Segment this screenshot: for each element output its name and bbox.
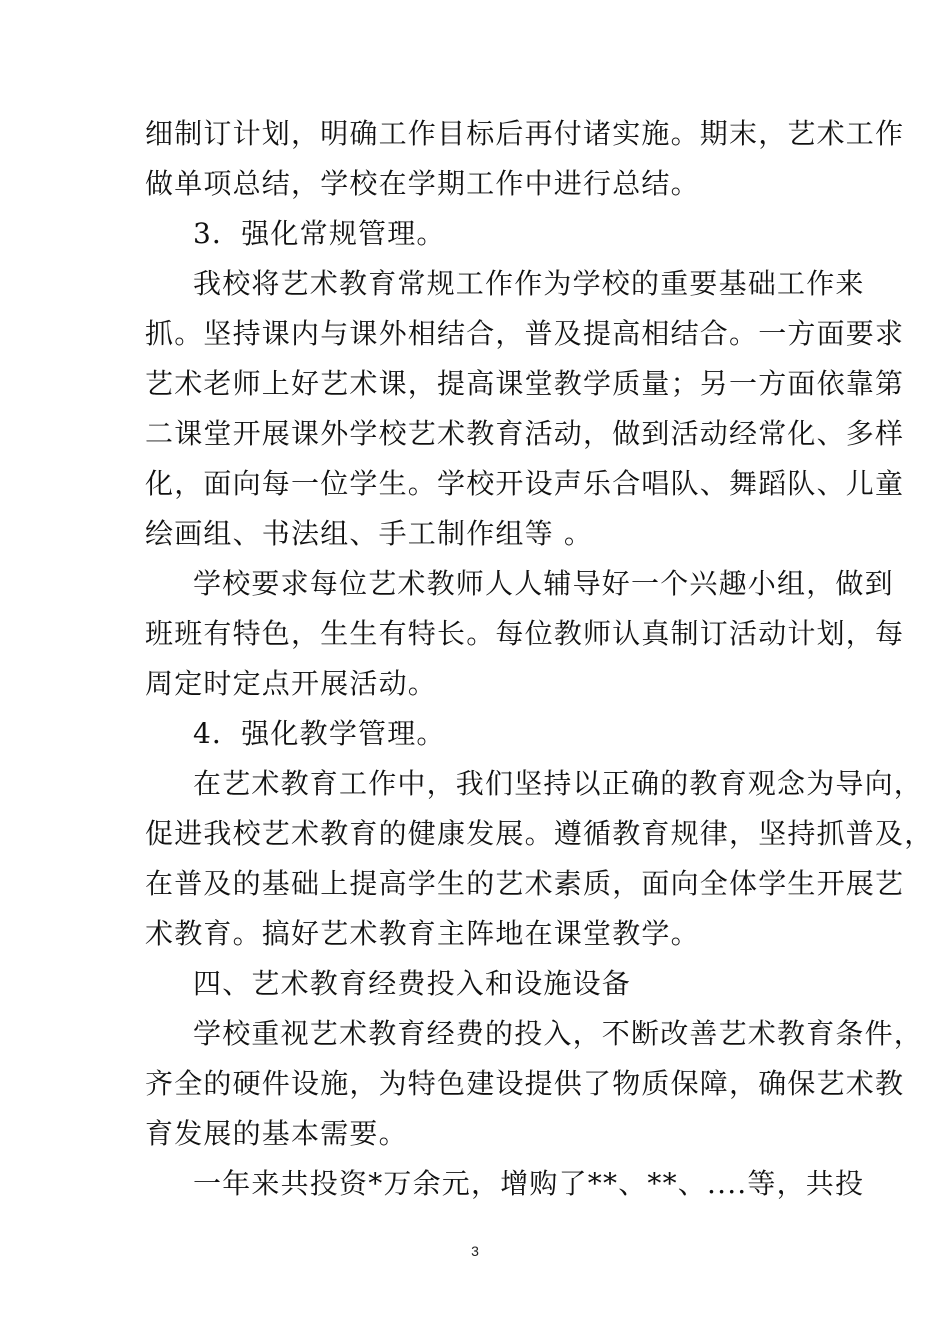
- text-line: 术教育。搞好艺术教育主阵地在课堂教学。: [145, 917, 700, 950]
- text-line: 绘画组、书法组、手工制作组等 。: [145, 517, 594, 550]
- text-line: 抓。坚持课内与课外相结合，普及提高相结合。一方面要求: [145, 317, 905, 350]
- page-number: 3: [471, 1243, 479, 1259]
- text-line: 班班有特色，生生有特长。每位教师认真制订活动计划，每: [145, 617, 905, 650]
- section-heading: 4．强化教学管理。: [193, 717, 446, 750]
- text-line: 育发展的基本需要。: [145, 1117, 408, 1150]
- section-heading: 3．强化常规管理。: [193, 217, 446, 250]
- text-line: 一年来共投资*万余元，增购了**、**、....等，共投: [193, 1167, 865, 1200]
- text-line: 促进我校艺术教育的健康发展。遵循教育规律，坚持抓普及，: [145, 817, 934, 850]
- text-line: 学校要求每位艺术教师人人辅导好一个兴趣小组，做到: [193, 567, 894, 600]
- text-line: 艺术老师上好艺术课，提高课堂教学质量；另一方面依靠第: [145, 367, 905, 400]
- text-line: 在艺术教育工作中，我们坚持以正确的教育观念为导向，: [193, 767, 924, 800]
- text-line: 化，面向每一位学生。学校开设声乐合唱队、舞蹈队、儿童: [145, 467, 905, 500]
- text-line: 做单项总结，学校在学期工作中进行总结。: [145, 167, 700, 200]
- text-line: 齐全的硬件设施，为特色建设提供了物质保障，确保艺术教: [145, 1067, 905, 1100]
- text-line: 周定时定点开展活动。: [145, 667, 438, 700]
- text-line: 我校将艺术教育常规工作作为学校的重要基础工作来: [193, 267, 865, 300]
- section-heading: 四、艺术教育经费投入和设施设备: [193, 967, 632, 1000]
- text-line: 在普及的基础上提高学生的艺术素质，面向全体学生开展艺: [145, 867, 905, 900]
- text-line: 二课堂开展课外学校艺术教育活动，做到活动经常化、多样: [145, 417, 905, 450]
- text-line: 学校重视艺术教育经费的投入，不断改善艺术教育条件，: [193, 1017, 924, 1050]
- text-line: 细制订计划，明确工作目标后再付诸实施。期末，艺术工作: [145, 117, 905, 150]
